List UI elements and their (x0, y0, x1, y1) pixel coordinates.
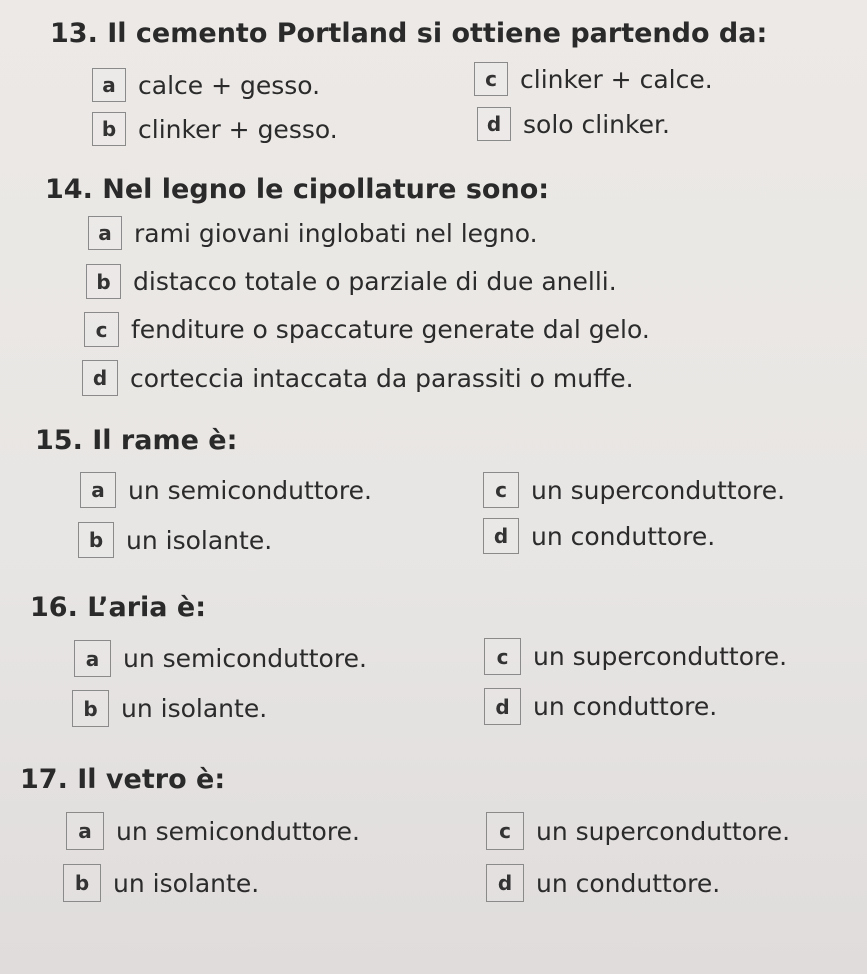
option-text: clinker + gesso. (138, 114, 338, 144)
option-text: un conduttore. (536, 868, 721, 898)
option-a[interactable] (88, 216, 538, 250)
option-text: fenditure o spaccature generate dal gelo. (131, 315, 650, 344)
option-b[interactable] (72, 690, 267, 727)
option-text: un superconduttore. (531, 475, 786, 505)
option-letter-box: a (66, 812, 104, 850)
option-text: un semiconduttore. (128, 475, 372, 505)
option-letter-box: c (484, 638, 521, 675)
option-a[interactable] (74, 640, 367, 677)
option-a[interactable] (92, 68, 320, 102)
option-c[interactable] (483, 472, 785, 508)
option-d[interactable] (82, 360, 634, 396)
option-text: un superconduttore. (533, 642, 788, 671)
option-text: distacco totale o parziale di due anelli. (133, 267, 617, 296)
option-text: un isolante. (121, 694, 268, 723)
option-d[interactable] (486, 864, 720, 902)
option-letter-box: c (483, 472, 519, 508)
question-title: 17. Il vetro è: (20, 764, 226, 795)
option-d[interactable] (477, 107, 670, 141)
option-letter-box: d (486, 864, 524, 902)
question-title: 14. Nel legno le cipollature sono: (45, 174, 550, 205)
option-c[interactable] (486, 812, 790, 850)
option-b[interactable] (86, 264, 617, 299)
option-letter-box: d (477, 107, 511, 141)
option-text: calce + gesso. (138, 70, 321, 100)
option-letter-box: b (92, 112, 126, 146)
option-text: solo clinker. (523, 109, 670, 139)
option-letter-box: a (92, 68, 126, 102)
option-text: un superconduttore. (536, 816, 791, 846)
option-letter-box: c (84, 312, 119, 347)
option-letter-box: b (86, 264, 121, 299)
option-a[interactable] (80, 472, 372, 508)
option-c[interactable] (484, 638, 787, 675)
option-text: corteccia intaccata da parassiti o muffe. (130, 363, 634, 393)
option-a[interactable] (66, 812, 360, 850)
option-letter-box: b (78, 522, 114, 558)
option-letter-box: b (63, 864, 101, 902)
option-text: un semiconduttore. (123, 644, 367, 673)
option-d[interactable] (484, 688, 717, 725)
option-letter-box: a (88, 216, 122, 250)
option-c[interactable] (84, 312, 650, 347)
option-letter-box: d (483, 518, 519, 554)
option-text: un semiconduttore. (116, 816, 360, 846)
question-title: 15. Il rame è: (35, 425, 238, 456)
option-letter-box: c (474, 62, 508, 96)
option-c[interactable] (474, 62, 713, 96)
option-text: un conduttore. (531, 521, 716, 551)
question-title: 13. Il cemento Portland si ottiene partendo da: (50, 18, 768, 49)
option-letter-box: d (484, 688, 521, 725)
option-b[interactable] (92, 112, 338, 146)
option-letter-box: b (72, 690, 109, 727)
option-letter-box: c (486, 812, 524, 850)
option-text: un conduttore. (533, 692, 718, 721)
option-letter-box: a (74, 640, 111, 677)
option-text: rami giovani inglobati nel legno. (134, 218, 538, 248)
option-text: un isolante. (113, 868, 260, 898)
option-letter-box: a (80, 472, 116, 508)
option-b[interactable] (63, 864, 259, 902)
option-text: clinker + calce. (520, 64, 713, 94)
option-text: un isolante. (126, 525, 273, 555)
question-title: 16. L’aria è: (30, 592, 207, 623)
option-d[interactable] (483, 518, 715, 554)
option-letter-box: d (82, 360, 118, 396)
option-b[interactable] (78, 522, 272, 558)
